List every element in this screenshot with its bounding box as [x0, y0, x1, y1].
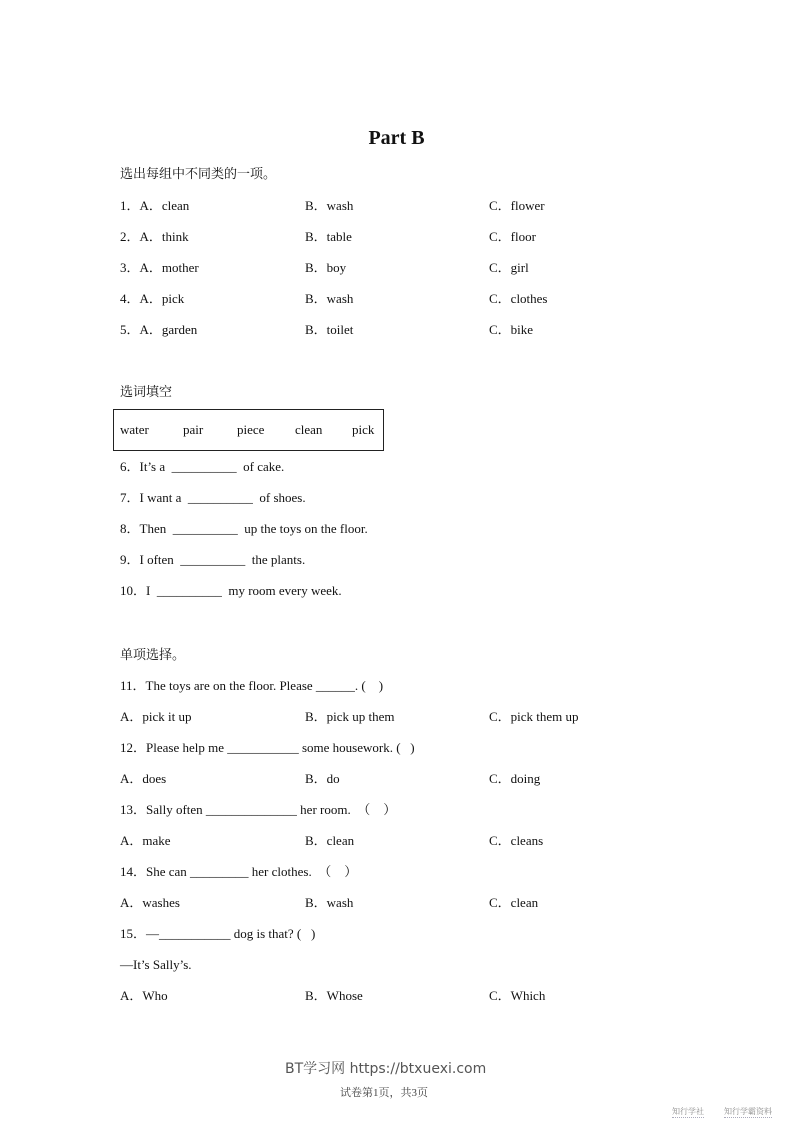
- option-a: A．washes: [120, 895, 180, 910]
- question-option-b: B．wash: [305, 198, 354, 213]
- mc-question-line2: —It’s Sally’s.: [120, 957, 192, 972]
- option-b: B．clean: [305, 833, 355, 848]
- option-a: A．Who: [120, 988, 168, 1003]
- question-option-b: B．wash: [305, 291, 354, 306]
- page-footer: 试卷第1页，共3页: [340, 1087, 428, 1099]
- question-option-c: C．clothes: [489, 291, 548, 306]
- section2-heading: 选词填空: [120, 384, 173, 399]
- fill-blank-question: 8．Then __________ up the toys on the floor.: [120, 521, 368, 536]
- question-option-b: B．toilet: [305, 322, 354, 337]
- word-bank-box: [113, 409, 384, 451]
- option-a: A．pick it up: [120, 709, 192, 724]
- option-c: C．clean: [489, 895, 539, 910]
- fill-blank-question: 10．I __________ my room every week.: [120, 583, 342, 598]
- option-c: C．Which: [489, 988, 546, 1003]
- question-option-c: C．girl: [489, 260, 529, 275]
- watermark: BT学习网 https://btxuexi.com: [285, 1061, 487, 1077]
- word-bank-item: pair: [183, 422, 204, 437]
- word-bank-item: piece: [237, 422, 265, 437]
- option-c: C．doing: [489, 771, 541, 786]
- option-b: B．Whose: [305, 988, 363, 1003]
- question-option-a: 5．A．garden: [120, 322, 198, 337]
- word-bank-item: water: [120, 422, 149, 437]
- mc-question: 13．Sally often ______________ her room. （ ）: [120, 802, 397, 817]
- word-bank-item: clean: [295, 422, 323, 437]
- page-title: Part B: [368, 127, 425, 149]
- option-a: A．does: [120, 771, 167, 786]
- word-bank-item: pick: [352, 422, 375, 437]
- fill-blank-question: 7．I want a __________ of shoes.: [120, 490, 306, 505]
- option-b: B．pick up them: [305, 709, 395, 724]
- logo-2: 知行学霸资料: [724, 1107, 772, 1116]
- question-option-c: C．bike: [489, 322, 534, 337]
- question-option-b: B．table: [305, 229, 352, 244]
- option-b: B．wash: [305, 895, 354, 910]
- option-c: C．pick them up: [489, 709, 579, 724]
- section3-heading: 单项选择。: [120, 647, 186, 662]
- option-a: A．make: [120, 833, 171, 848]
- mc-question: 14．She can _________ her clothes. （ ）: [120, 864, 358, 879]
- question-option-a: 1．A．clean: [120, 198, 190, 213]
- mc-question: 15．—___________ dog is that? ( ): [120, 926, 316, 941]
- question-option-b: B．boy: [305, 260, 347, 275]
- mc-question: 11．The toys are on the floor. Please ______. ( ): [120, 678, 384, 693]
- question-option-c: C．flower: [489, 198, 545, 213]
- option-c: C．cleans: [489, 833, 544, 848]
- question-option-c: C．floor: [489, 229, 536, 244]
- question-option-a: 4．A．pick: [120, 291, 185, 306]
- question-option-a: 3．A．mother: [120, 260, 199, 275]
- mc-question: 12．Please help me ___________ some housework. ( ): [120, 740, 415, 755]
- fill-blank-question: 9．I often __________ the plants.: [120, 552, 306, 567]
- fill-blank-question: 6．It’s a __________ of cake.: [120, 459, 285, 474]
- question-option-a: 2．A．think: [120, 229, 189, 244]
- option-b: B．do: [305, 771, 340, 786]
- logo-1: 知行学社: [672, 1107, 704, 1116]
- section1-heading: 选出每组中不同类的一项。: [120, 166, 277, 181]
